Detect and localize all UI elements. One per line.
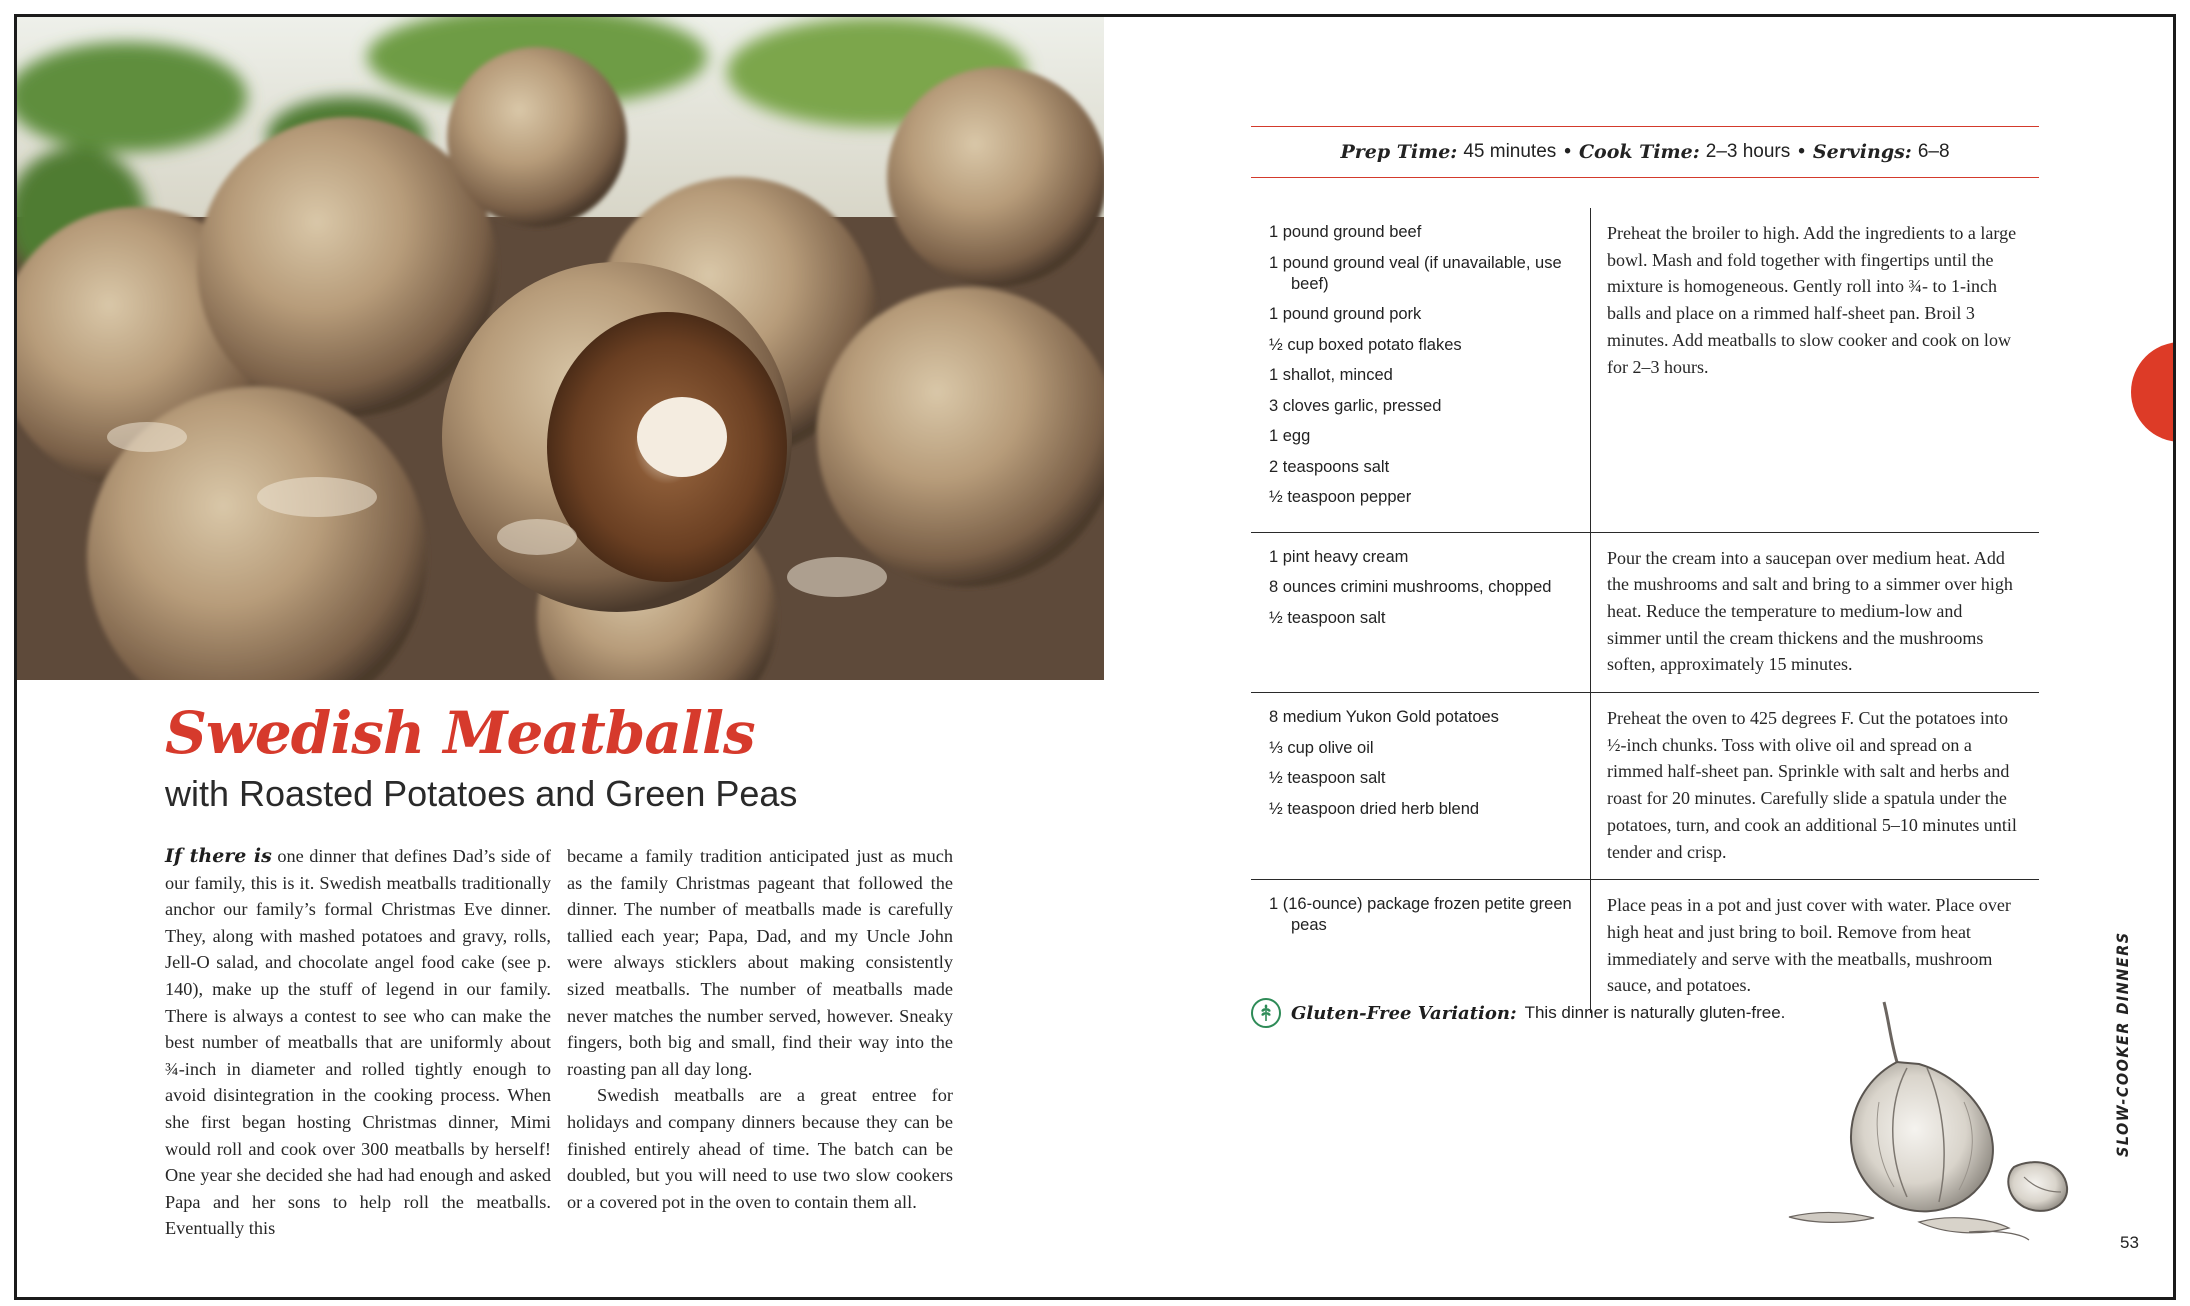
- intro-lead: If there is: [165, 845, 272, 867]
- servings-value: 6–8: [1917, 141, 1950, 162]
- ingredient-item: ½ teaspoon salt: [1269, 769, 1386, 788]
- chapter-tab-marker: [2131, 342, 2176, 442]
- cook-time-label: Cook Time:: [1578, 141, 1700, 163]
- meta-separator: •: [1564, 141, 1571, 162]
- recipe-step-potatoes: [1251, 693, 2039, 880]
- ingredient-list: [1251, 208, 1591, 532]
- intro-paragraph-1: [165, 843, 551, 1242]
- ingredient-list: [1251, 693, 1591, 879]
- intro-column-1: [165, 843, 551, 1242]
- recipe-subtitle: with Roasted Potatoes and Green Peas: [165, 773, 798, 814]
- section-running-head: SLOW-COOKER DINNERS: [2113, 931, 2132, 1157]
- prep-time-label: Prep Time:: [1340, 141, 1458, 163]
- ingredient-item: 1 pound ground pork: [1269, 305, 1422, 323]
- intro-text-1: one dinner that defines Dad’s side of our family, this is it. Swedish meatballs traditionally anchor our family’s formal Christmas Eve dinner. They, along with mashed potatoes and gravy, rolls, Jell-O salad, and chocolate angel food cake (see p. 140), make up the stuff of legend in our family. There is always a contest to see who can make the best number of meatballs that are uniformly about ¾-inch in diameter and rolled tightly enough to avoid disintegration in the cooking process. When she first began hosting Christmas dinner, Mimi would roll and cook over 300 meatballs by herself! One year she decided she had had enough and asked Papa and her sons to help roll the meatballs. Eventually this: [165, 846, 552, 1239]
- gluten-free-text: This dinner is naturally gluten-free.: [1524, 1003, 1786, 1022]
- intro-paragraph-2: became a family tradition anticipated just as much as the family Christmas pageant that followed the dinner. The number of meatballs made is carefully tallied each year; Papa, Dad, and my Uncle John were always sticklers about making consistently sized meatballs. The number of meatballs made never matches the number served, however. Sneaky fingers, both big and small, find their way into the roasting pan all day long.: [567, 846, 953, 1079]
- intro-paragraph-3: Swedish meatballs are a great entree for holidays and company dinners because they can be finished entirely ahead of time. The batch can be doubled, but you will need to use two slow cookers or a covered pot in the oven to contain them all.: [567, 1085, 953, 1212]
- prep-time-value: 45 minutes: [1463, 141, 1557, 162]
- ingredient-item: 8 ounces crimini mushrooms, chopped: [1269, 578, 1552, 596]
- ingredient-item: 1 shallot, minced: [1269, 366, 1393, 384]
- recipe-steps-table: [1251, 208, 2039, 1013]
- step-directions: Preheat the oven to 425 degrees F. Cut the potatoes into ½-inch chunks. Toss with olive oil and spread on a rimmed half-sheet pan. Sprinkle with salt and herbs and roast for 20 minutes. Carefully slide a spatula under the potatoes, turn, and cook an additional 5–10 minutes until tender and crisp.: [1607, 708, 2017, 862]
- wheat-glyph: [1258, 1004, 1274, 1022]
- recipe-step-mushroom-sauce: [1251, 533, 2039, 694]
- ingredient-item: 1 pint heavy cream: [1269, 547, 1409, 566]
- meatballs-photo: [17, 17, 1104, 680]
- meta-separator: •: [1798, 141, 1805, 162]
- recipe-step-meatballs: [1251, 208, 2039, 533]
- ingredient-item: ½ cup boxed potato flakes: [1269, 335, 1462, 354]
- cook-time-value: 2–3 hours: [1705, 141, 1791, 162]
- step-directions: Pour the cream into a saucepan over medium heat. Add the mushrooms and salt and bring to a simmer over high heat. Reduce the temperature to medium-low and simmer until the cream thickens and the mushrooms soften, approximately 15 minutes.: [1607, 547, 2013, 675]
- step-directions: Preheat the broiler to high. Add the ingredients to a large bowl. Mash and fold together with fingertips until the mixture is homogeneous. Gently roll into ¾- to 1-inch balls and place on a rimmed half-sheet pan. Broil 3 minutes. Add meatballs to slow cooker and cook on low for 2–3 hours.: [1607, 223, 2017, 377]
- gluten-free-label: Gluten-Free Variation:: [1291, 1002, 1517, 1024]
- ingredient-item: 8 medium Yukon Gold potatoes: [1269, 708, 1499, 727]
- step-directions: Place peas in a pot and just cover with water. Place over high heat and just bring to boil. Remove from heat immediately and serve with the meatballs, mushroom sauce, and potatoes.: [1607, 895, 2011, 996]
- recipe-meta-bar: [1251, 126, 2039, 178]
- ingredient-item: 1 egg: [1269, 427, 1311, 445]
- ingredient-item: ½ teaspoon salt: [1269, 608, 1386, 627]
- ingredient-item: ⅓ cup olive oil: [1269, 738, 1374, 757]
- ingredient-list: [1251, 533, 1591, 693]
- page-number: 53: [2120, 1233, 2139, 1252]
- ingredient-item: 1 pound ground beef: [1269, 223, 1422, 241]
- ingredient-list: [1251, 880, 1591, 1013]
- ingredient-item: ½ teaspoon dried herb blend: [1269, 799, 1480, 818]
- garlic-illustration: [1779, 992, 2079, 1257]
- recipe-title: Swedish Meatballs: [165, 699, 755, 767]
- gluten-free-note: [1251, 998, 1785, 1028]
- wheat-icon: [1251, 998, 1281, 1028]
- ingredient-item: 3 cloves garlic, pressed: [1269, 396, 1442, 415]
- ingredient-item: 1 pound ground veal (if unavailable, use beef): [1269, 253, 1562, 293]
- ingredient-item: 1 (16-ounce) package frozen petite green peas: [1269, 895, 1572, 935]
- intro-column-2: [567, 843, 953, 1215]
- ingredient-item: 2 teaspoons salt: [1269, 457, 1390, 476]
- ingredient-item: ½ teaspoon pepper: [1269, 488, 1412, 506]
- book-spread: [14, 14, 2176, 1300]
- servings-label: Servings:: [1812, 141, 1912, 163]
